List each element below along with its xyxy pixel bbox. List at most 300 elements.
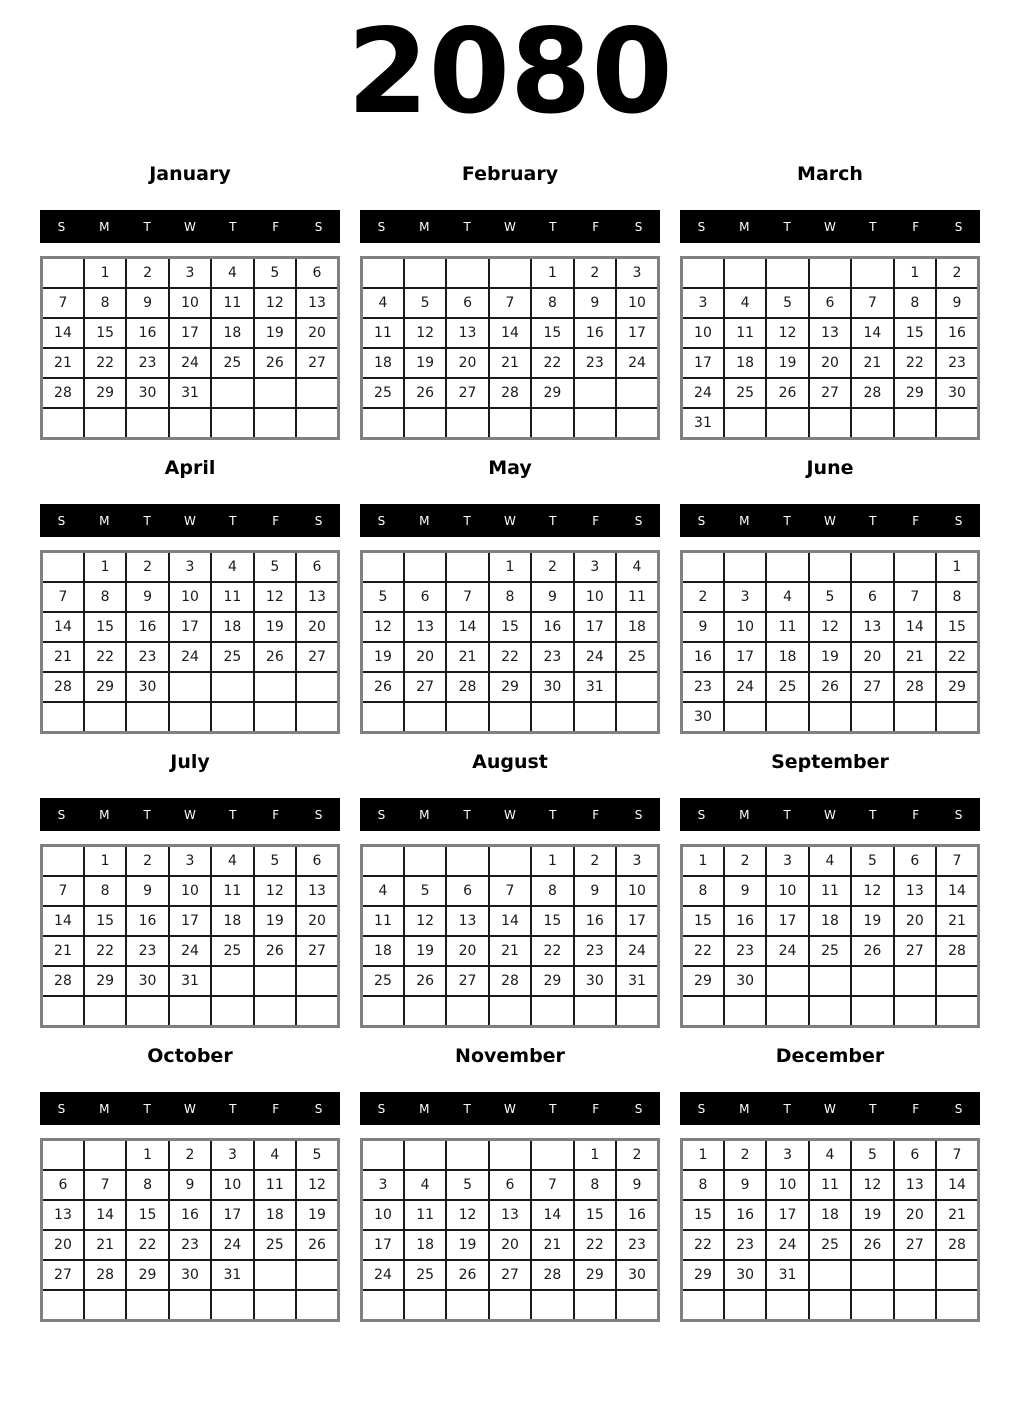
date-cell: 13 bbox=[446, 906, 488, 936]
empty-date-cell bbox=[254, 1260, 296, 1290]
date-cell: 19 bbox=[766, 348, 808, 378]
dow-letter: T bbox=[783, 513, 791, 528]
empty-date-cell bbox=[404, 1140, 446, 1171]
date-cell: 28 bbox=[936, 1230, 978, 1260]
dow-letter: W bbox=[824, 219, 836, 234]
dow-letter: M bbox=[739, 219, 750, 234]
date-cell: 16 bbox=[936, 318, 978, 348]
date-cell: 9 bbox=[126, 876, 168, 906]
date-cell: 23 bbox=[936, 348, 978, 378]
date-cell: 11 bbox=[809, 876, 851, 906]
date-cell: 18 bbox=[616, 612, 658, 642]
date-cell: 18 bbox=[362, 936, 404, 966]
date-cell: 5 bbox=[254, 846, 296, 877]
date-cell: 21 bbox=[42, 348, 84, 378]
date-cell: 29 bbox=[126, 1260, 168, 1290]
date-cell: 2 bbox=[169, 1140, 211, 1171]
empty-date-cell bbox=[724, 702, 766, 733]
dow-letter: T bbox=[463, 513, 471, 528]
month-name: June bbox=[806, 457, 854, 479]
date-cell: 5 bbox=[446, 1170, 488, 1200]
date-cell: 3 bbox=[211, 1140, 253, 1171]
week-row bbox=[682, 258, 979, 289]
month-october bbox=[40, 1045, 340, 1322]
date-cell: 27 bbox=[296, 642, 338, 672]
date-cell: 31 bbox=[169, 378, 211, 408]
dow-letter: S bbox=[377, 513, 386, 528]
date-cell: 12 bbox=[404, 906, 446, 936]
empty-date-cell bbox=[42, 408, 84, 439]
week-row bbox=[682, 702, 979, 733]
date-cell: 1 bbox=[936, 552, 978, 583]
week-row bbox=[362, 846, 659, 877]
date-cell: 12 bbox=[296, 1170, 338, 1200]
date-cell: 20 bbox=[851, 642, 893, 672]
month-name: April bbox=[164, 457, 216, 479]
date-cell: 10 bbox=[169, 582, 211, 612]
date-cell: 23 bbox=[724, 936, 766, 966]
date-cell: 16 bbox=[682, 642, 724, 672]
date-cell: 8 bbox=[574, 1170, 616, 1200]
date-cell: 24 bbox=[211, 1230, 253, 1260]
week-row bbox=[362, 702, 659, 733]
date-grid bbox=[680, 844, 980, 1028]
date-cell: 23 bbox=[126, 348, 168, 378]
date-cell: 7 bbox=[42, 288, 84, 318]
week-row bbox=[682, 1140, 979, 1171]
date-cell: 21 bbox=[84, 1230, 126, 1260]
date-cell: 2 bbox=[531, 552, 573, 583]
date-cell: 29 bbox=[894, 378, 936, 408]
date-cell: 25 bbox=[724, 378, 766, 408]
empty-date-cell bbox=[169, 996, 211, 1027]
date-cell: 6 bbox=[851, 582, 893, 612]
empty-date-cell bbox=[296, 1290, 338, 1321]
date-cell: 16 bbox=[724, 906, 766, 936]
dow-letter: T bbox=[229, 807, 237, 822]
dow-letter: M bbox=[419, 807, 430, 822]
date-grid bbox=[360, 1138, 660, 1322]
date-cell: 6 bbox=[809, 288, 851, 318]
date-grid bbox=[360, 256, 660, 440]
date-cell: 27 bbox=[894, 1230, 936, 1260]
month-november bbox=[360, 1045, 660, 1322]
date-cell: 27 bbox=[446, 966, 488, 996]
date-cell: 14 bbox=[42, 906, 84, 936]
date-cell: 27 bbox=[446, 378, 488, 408]
week-row bbox=[362, 258, 659, 289]
date-cell: 3 bbox=[766, 846, 808, 877]
empty-date-cell bbox=[531, 1140, 573, 1171]
date-cell: 22 bbox=[894, 348, 936, 378]
date-cell: 20 bbox=[894, 906, 936, 936]
date-grid bbox=[680, 550, 980, 734]
day-of-week-header-bar bbox=[40, 504, 340, 537]
dow-letter: S bbox=[314, 807, 323, 822]
date-cell: 30 bbox=[169, 1260, 211, 1290]
empty-date-cell bbox=[766, 966, 808, 996]
date-cell: 22 bbox=[84, 936, 126, 966]
week-row bbox=[682, 408, 979, 439]
date-cell: 1 bbox=[126, 1140, 168, 1171]
date-cell: 22 bbox=[84, 642, 126, 672]
empty-date-cell bbox=[809, 966, 851, 996]
date-cell: 17 bbox=[616, 318, 658, 348]
date-cell: 8 bbox=[894, 288, 936, 318]
dow-letter: S bbox=[57, 807, 66, 822]
date-cell: 16 bbox=[574, 318, 616, 348]
month-august bbox=[360, 751, 660, 1028]
date-grid bbox=[40, 844, 340, 1028]
empty-date-cell bbox=[296, 672, 338, 702]
date-cell: 29 bbox=[574, 1260, 616, 1290]
date-cell: 9 bbox=[126, 582, 168, 612]
date-cell: 24 bbox=[682, 378, 724, 408]
month-february bbox=[360, 163, 660, 440]
date-cell: 26 bbox=[254, 348, 296, 378]
date-cell: 8 bbox=[84, 582, 126, 612]
date-cell: 8 bbox=[531, 288, 573, 318]
dow-letter: T bbox=[549, 219, 557, 234]
empty-date-cell bbox=[446, 408, 488, 439]
date-cell: 11 bbox=[809, 1170, 851, 1200]
empty-date-cell bbox=[211, 1290, 253, 1321]
empty-date-cell bbox=[682, 1290, 724, 1321]
date-cell: 2 bbox=[936, 258, 978, 289]
dow-letter: S bbox=[57, 219, 66, 234]
dow-letter: F bbox=[272, 513, 280, 528]
date-cell: 6 bbox=[296, 552, 338, 583]
date-cell: 20 bbox=[446, 936, 488, 966]
month-name: January bbox=[149, 163, 231, 185]
date-cell: 17 bbox=[682, 348, 724, 378]
date-cell: 19 bbox=[362, 642, 404, 672]
date-cell: 22 bbox=[489, 642, 531, 672]
date-cell: 20 bbox=[296, 906, 338, 936]
date-cell: 10 bbox=[724, 612, 766, 642]
dow-letter: T bbox=[143, 513, 151, 528]
date-cell: 31 bbox=[766, 1260, 808, 1290]
date-cell: 24 bbox=[169, 348, 211, 378]
date-cell: 30 bbox=[724, 966, 766, 996]
dow-letter: T bbox=[143, 1101, 151, 1116]
date-cell: 12 bbox=[851, 876, 893, 906]
date-cell: 20 bbox=[296, 612, 338, 642]
empty-date-cell bbox=[211, 966, 253, 996]
empty-date-cell bbox=[446, 702, 488, 733]
week-row bbox=[682, 612, 979, 642]
date-cell: 25 bbox=[766, 672, 808, 702]
date-cell: 22 bbox=[126, 1230, 168, 1260]
date-cell: 15 bbox=[84, 318, 126, 348]
date-cell: 13 bbox=[894, 1170, 936, 1200]
date-cell: 7 bbox=[489, 288, 531, 318]
date-cell: 4 bbox=[809, 1140, 851, 1171]
date-cell: 6 bbox=[489, 1170, 531, 1200]
date-cell: 15 bbox=[489, 612, 531, 642]
empty-date-cell bbox=[42, 996, 84, 1027]
date-cell: 23 bbox=[169, 1230, 211, 1260]
dow-letter: M bbox=[99, 1101, 110, 1116]
date-cell: 5 bbox=[254, 258, 296, 289]
date-cell: 12 bbox=[446, 1200, 488, 1230]
dow-letter: T bbox=[229, 1101, 237, 1116]
dow-letter: T bbox=[869, 219, 877, 234]
date-cell: 1 bbox=[84, 258, 126, 289]
week-row bbox=[362, 582, 659, 612]
dow-letter: M bbox=[99, 513, 110, 528]
date-cell: 10 bbox=[682, 318, 724, 348]
week-row bbox=[682, 1200, 979, 1230]
date-cell: 28 bbox=[489, 966, 531, 996]
date-cell: 14 bbox=[531, 1200, 573, 1230]
dow-letter: S bbox=[314, 219, 323, 234]
week-row bbox=[42, 936, 339, 966]
date-cell: 24 bbox=[766, 936, 808, 966]
week-row bbox=[42, 408, 339, 439]
empty-date-cell bbox=[446, 996, 488, 1027]
week-row bbox=[42, 966, 339, 996]
date-cell: 26 bbox=[766, 378, 808, 408]
dow-letter: F bbox=[912, 807, 920, 822]
date-cell: 25 bbox=[211, 348, 253, 378]
date-cell: 21 bbox=[42, 642, 84, 672]
date-cell: 10 bbox=[766, 1170, 808, 1200]
week-row bbox=[682, 1230, 979, 1260]
date-cell: 7 bbox=[84, 1170, 126, 1200]
dow-letter: S bbox=[954, 219, 963, 234]
date-cell: 13 bbox=[404, 612, 446, 642]
dow-letter: T bbox=[549, 1101, 557, 1116]
date-cell: 11 bbox=[211, 582, 253, 612]
year-title: 2080 bbox=[347, 3, 673, 140]
dow-letter: W bbox=[184, 219, 196, 234]
empty-date-cell bbox=[446, 1290, 488, 1321]
empty-date-cell bbox=[766, 996, 808, 1027]
week-row bbox=[42, 702, 339, 733]
date-cell: 30 bbox=[126, 966, 168, 996]
date-cell: 29 bbox=[489, 672, 531, 702]
date-cell: 9 bbox=[724, 876, 766, 906]
date-cell: 15 bbox=[84, 612, 126, 642]
date-cell: 10 bbox=[616, 876, 658, 906]
date-cell: 23 bbox=[574, 936, 616, 966]
empty-date-cell bbox=[362, 996, 404, 1027]
week-row bbox=[682, 552, 979, 583]
date-cell: 14 bbox=[84, 1200, 126, 1230]
date-cell: 22 bbox=[531, 348, 573, 378]
date-cell: 7 bbox=[936, 1140, 978, 1171]
date-cell: 28 bbox=[489, 378, 531, 408]
date-cell: 26 bbox=[809, 672, 851, 702]
date-cell: 28 bbox=[936, 936, 978, 966]
empty-date-cell bbox=[404, 846, 446, 877]
empty-date-cell bbox=[531, 996, 573, 1027]
date-cell: 15 bbox=[531, 318, 573, 348]
dow-letter: F bbox=[912, 219, 920, 234]
empty-date-cell bbox=[766, 408, 808, 439]
date-cell: 14 bbox=[489, 318, 531, 348]
week-row bbox=[682, 582, 979, 612]
empty-date-cell bbox=[894, 996, 936, 1027]
dow-letter: T bbox=[229, 513, 237, 528]
date-grid bbox=[680, 1138, 980, 1322]
empty-date-cell bbox=[851, 552, 893, 583]
date-cell: 28 bbox=[446, 672, 488, 702]
empty-date-cell bbox=[254, 702, 296, 733]
date-cell: 4 bbox=[211, 846, 253, 877]
week-row bbox=[42, 906, 339, 936]
date-cell: 30 bbox=[531, 672, 573, 702]
week-row bbox=[362, 1230, 659, 1260]
dow-letter: S bbox=[697, 807, 706, 822]
week-row bbox=[362, 408, 659, 439]
date-cell: 13 bbox=[489, 1200, 531, 1230]
empty-date-cell bbox=[489, 702, 531, 733]
dow-letter: T bbox=[463, 1101, 471, 1116]
date-cell: 19 bbox=[446, 1230, 488, 1260]
day-of-week-header-bar bbox=[680, 504, 980, 537]
date-cell: 1 bbox=[84, 846, 126, 877]
date-cell: 30 bbox=[574, 966, 616, 996]
date-cell: 28 bbox=[851, 378, 893, 408]
empty-date-cell bbox=[809, 552, 851, 583]
date-cell: 24 bbox=[616, 936, 658, 966]
date-cell: 27 bbox=[404, 672, 446, 702]
day-of-week-header-bar bbox=[680, 798, 980, 831]
date-cell: 12 bbox=[851, 1170, 893, 1200]
date-cell: 10 bbox=[574, 582, 616, 612]
empty-date-cell bbox=[574, 1290, 616, 1321]
empty-date-cell bbox=[851, 408, 893, 439]
empty-date-cell bbox=[296, 1260, 338, 1290]
dow-letter: M bbox=[419, 219, 430, 234]
date-cell: 6 bbox=[42, 1170, 84, 1200]
dow-letter: M bbox=[739, 1101, 750, 1116]
empty-date-cell bbox=[296, 702, 338, 733]
date-cell: 14 bbox=[851, 318, 893, 348]
date-cell: 3 bbox=[766, 1140, 808, 1171]
date-cell: 28 bbox=[531, 1260, 573, 1290]
date-cell: 28 bbox=[894, 672, 936, 702]
date-cell: 12 bbox=[404, 318, 446, 348]
dow-letter: T bbox=[869, 807, 877, 822]
month-july bbox=[40, 751, 340, 1028]
empty-date-cell bbox=[489, 996, 531, 1027]
week-row bbox=[682, 672, 979, 702]
date-cell: 30 bbox=[126, 378, 168, 408]
week-row bbox=[682, 966, 979, 996]
date-cell: 19 bbox=[254, 318, 296, 348]
empty-date-cell bbox=[616, 996, 658, 1027]
week-row bbox=[682, 642, 979, 672]
date-cell: 9 bbox=[724, 1170, 766, 1200]
dow-letter: W bbox=[824, 807, 836, 822]
date-cell: 30 bbox=[126, 672, 168, 702]
month-april bbox=[40, 457, 340, 734]
empty-date-cell bbox=[296, 996, 338, 1027]
empty-date-cell bbox=[84, 1140, 126, 1171]
empty-date-cell bbox=[766, 552, 808, 583]
empty-date-cell bbox=[894, 1260, 936, 1290]
date-cell: 11 bbox=[724, 318, 766, 348]
date-grid bbox=[680, 256, 980, 440]
dow-letter: S bbox=[314, 1101, 323, 1116]
empty-date-cell bbox=[362, 1290, 404, 1321]
date-cell: 1 bbox=[574, 1140, 616, 1171]
date-cell: 26 bbox=[254, 936, 296, 966]
empty-date-cell bbox=[404, 702, 446, 733]
date-cell: 31 bbox=[169, 966, 211, 996]
date-cell: 21 bbox=[936, 1200, 978, 1230]
empty-date-cell bbox=[211, 702, 253, 733]
empty-date-cell bbox=[936, 1290, 978, 1321]
dow-letter: S bbox=[634, 513, 643, 528]
dow-letter: M bbox=[419, 513, 430, 528]
dow-letter: S bbox=[57, 1101, 66, 1116]
date-cell: 22 bbox=[574, 1230, 616, 1260]
date-cell: 25 bbox=[616, 642, 658, 672]
empty-date-cell bbox=[362, 258, 404, 289]
date-grid bbox=[360, 844, 660, 1028]
date-cell: 4 bbox=[211, 258, 253, 289]
empty-date-cell bbox=[362, 1140, 404, 1171]
date-cell: 11 bbox=[254, 1170, 296, 1200]
date-cell: 12 bbox=[766, 318, 808, 348]
date-cell: 25 bbox=[362, 378, 404, 408]
date-cell: 11 bbox=[362, 318, 404, 348]
date-cell: 13 bbox=[894, 876, 936, 906]
empty-date-cell bbox=[574, 378, 616, 408]
date-cell: 14 bbox=[894, 612, 936, 642]
week-row bbox=[682, 1260, 979, 1290]
date-cell: 21 bbox=[936, 906, 978, 936]
date-cell: 23 bbox=[682, 672, 724, 702]
empty-date-cell bbox=[169, 408, 211, 439]
date-cell: 4 bbox=[254, 1140, 296, 1171]
date-cell: 14 bbox=[446, 612, 488, 642]
date-cell: 21 bbox=[894, 642, 936, 672]
date-cell: 31 bbox=[574, 672, 616, 702]
date-cell: 7 bbox=[851, 288, 893, 318]
month-name: February bbox=[461, 163, 559, 185]
date-cell: 28 bbox=[42, 672, 84, 702]
empty-date-cell bbox=[574, 996, 616, 1027]
date-cell: 26 bbox=[446, 1260, 488, 1290]
date-cell: 4 bbox=[211, 552, 253, 583]
empty-date-cell bbox=[211, 378, 253, 408]
date-cell: 24 bbox=[574, 642, 616, 672]
day-of-week-header-bar bbox=[40, 798, 340, 831]
date-cell: 16 bbox=[126, 906, 168, 936]
date-cell: 29 bbox=[84, 378, 126, 408]
date-cell: 2 bbox=[724, 846, 766, 877]
dow-letter: T bbox=[783, 807, 791, 822]
date-cell: 18 bbox=[809, 1200, 851, 1230]
dow-letter: F bbox=[912, 513, 920, 528]
day-of-week-header-bar bbox=[360, 1092, 660, 1125]
month-june bbox=[680, 457, 980, 734]
empty-date-cell bbox=[809, 1260, 851, 1290]
date-cell: 5 bbox=[254, 552, 296, 583]
date-cell: 10 bbox=[169, 288, 211, 318]
date-cell: 3 bbox=[724, 582, 766, 612]
date-cell: 5 bbox=[296, 1140, 338, 1171]
dow-letter: F bbox=[272, 219, 280, 234]
date-cell: 20 bbox=[296, 318, 338, 348]
week-row bbox=[42, 1290, 339, 1321]
date-cell: 3 bbox=[616, 846, 658, 877]
